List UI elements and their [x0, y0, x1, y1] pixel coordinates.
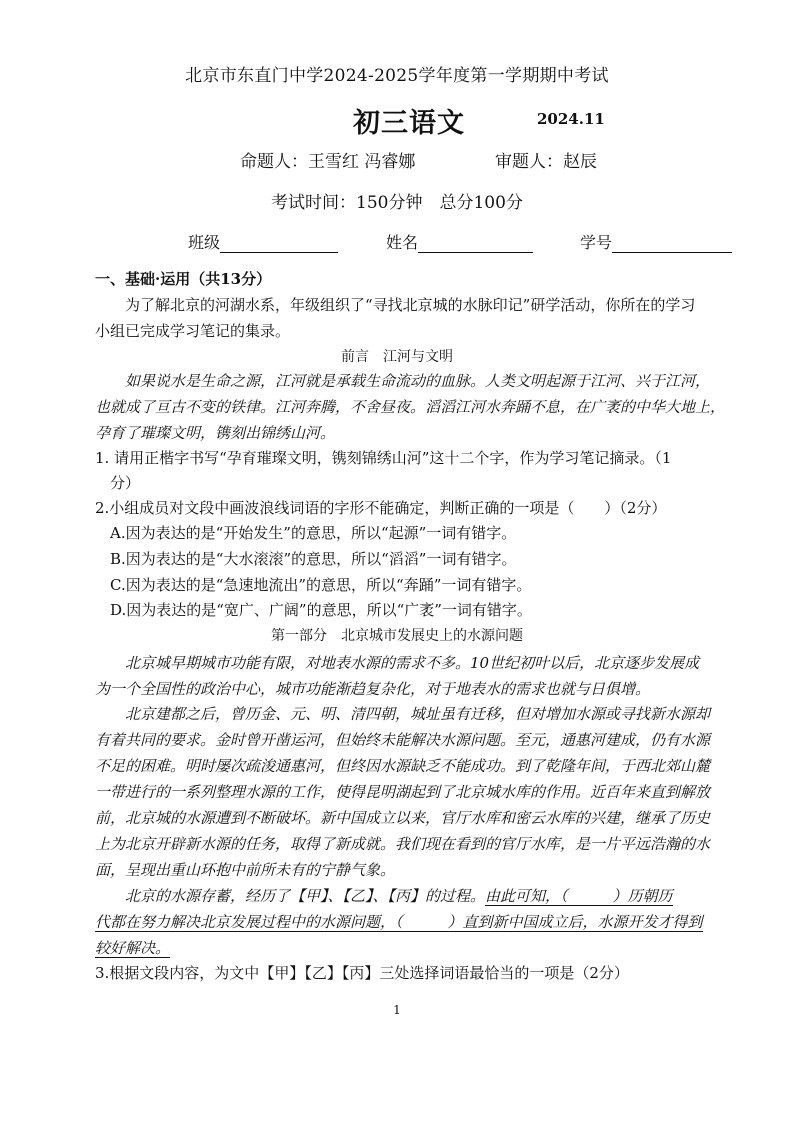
- question-3-stem: 3.根据文段内容，为文中【甲】【乙】【丙】三处选择词语最恰当的一项是（2分）: [95, 964, 629, 982]
- section-heading: 一、基础·运用（共13分）: [95, 270, 272, 288]
- question-1-line-2: 分）: [110, 474, 141, 492]
- question-2-option-b[interactable]: B.因为表达的是“大水滚滚”的意思，所以“滔滔”一词有错字。: [110, 550, 517, 568]
- question-reviewer: 审题人：赵辰: [495, 152, 597, 172]
- paragraph-2-line-2: 有着共同的要求。金时曾开凿运河，但始终未能解决水源问题。至元，通惠河建成，仍有水源: [95, 731, 711, 749]
- question-authors: 命题人：王雪红 冯睿娜: [240, 152, 416, 172]
- question-2-option-d[interactable]: D.因为表达的是“宽广、广阔”的意思，所以“广袤”一词有错字。: [110, 601, 532, 619]
- class-label: 班级: [188, 233, 221, 252]
- paragraph-3-line-2-underlined: 代都在努力解决北京发展过程中的水源问题，（ ）直到新中国成立后，水源开发才得到: [95, 913, 703, 931]
- paragraph-3-line-1-start: 北京的水源存蓄，经历了【甲】、【乙】、【丙】的过程。: [125, 887, 486, 905]
- student-id-blank[interactable]: [612, 236, 732, 253]
- paragraph-3-line-2: [95, 911, 703, 932]
- intro-line-2: 小组已完成学习笔记的集录。: [95, 322, 291, 340]
- name-label: 姓名: [386, 233, 419, 252]
- class-field[interactable]: [188, 230, 338, 253]
- preface-line-2: 也就成了亘古不变的铁律。江河奔腾，不舍昼夜。滔滔江河水奔踊不息，在广袤的中华大地上，: [95, 398, 726, 416]
- question-2-stem: 2.小组成员对文段中画波浪线词语的字形不能确定，判断正确的一项是（ ）（2分）: [95, 499, 667, 517]
- paragraph-2-line-6: 上为北京开辟新水源的任务，取得了新成就。我们现在看到的官厅水库，是一片平远浩瀚的水: [95, 835, 711, 853]
- name-blank[interactable]: [418, 236, 533, 253]
- paragraph-2-line-5: 前，北京城的水源遭到不断破坏。新中国成立以来，官厅水库和密云水库的兴建，继承了历史: [95, 809, 711, 827]
- exam-date: 2024.11: [537, 110, 605, 128]
- paragraph-2-line-3: 不足的困难。明时屡次疏浚通惠河，但终因水源缺乏不能成功。到了乾隆年间，于西北郊山麓: [95, 757, 711, 775]
- paragraph-3-line-3: [95, 937, 170, 958]
- preface-title: 前言 江河与文明: [341, 349, 453, 365]
- paragraph-2-line-1: 北京建都之后，曾历金、元、明、清四朝，城址虽有迁移，但对增加水源或寻找新水源却: [125, 705, 711, 723]
- question-2-option-a[interactable]: A.因为表达的是“开始发生”的意思，所以“起源”一词有错字。: [110, 524, 517, 542]
- question-2-option-c[interactable]: C.因为表达的是“急速地流出”的意思，所以“奔踊”一词有错字。: [110, 576, 532, 594]
- class-blank[interactable]: [220, 236, 338, 253]
- student-id-field[interactable]: [580, 230, 732, 253]
- preface-line-1: 如果说水是生命之源，江河就是承载生命流动的血脉。人类文明起源于江河、兴于江河，: [125, 372, 711, 390]
- paragraph-1-line-2: 为一个全国性的政治中心，城市功能渐趋复杂化，对于地表水的需求也就与日俱增。: [95, 680, 651, 698]
- paragraph-2-line-4: 一带进行的一系列整理水源的工作，使得昆明湖起到了北京城水库的作用。近百年来直到解放: [95, 783, 711, 801]
- paragraph-3-line-1: [125, 885, 673, 906]
- student-id-label: 学号: [580, 233, 613, 252]
- preface-line-3: 孕育了璀璨文明，镌刻出锦绣山河。: [95, 424, 336, 442]
- page-number: 1: [393, 1003, 401, 1017]
- paragraph-3-line-3-underlined: 较好解决。: [95, 939, 171, 957]
- subject-title: 初三语文: [353, 108, 465, 139]
- school-exam-title: 北京市东直门中学2024-2025学年度第一学期期中考试: [185, 66, 609, 86]
- paragraph-3-line-1-underlined: 由此可知，（ ）历朝历: [485, 887, 673, 905]
- paragraph-1-line-1: 北京城早期城市功能有限，对地表水源的需求不多。10世纪初叶以后，北京逐步发展成: [125, 654, 700, 672]
- intro-line-1: 为了解北京的河湖水系，年级组织了“寻找北京城的水脉印记”研学活动，你所在的学习: [125, 296, 696, 314]
- exam-time-score: 考试时间：150分钟 总分100分: [271, 193, 523, 213]
- paragraph-2-line-7: 面，呈现出重山环抱中前所未有的宁静气象。: [95, 861, 396, 879]
- part-1-title: 第一部分 北京城市发展史上的水源问题: [271, 628, 523, 644]
- name-field[interactable]: [386, 230, 533, 253]
- question-1-line-1: 1. 请用正楷字书写“孕育璀璨文明，镌刻锦绣山河”这十二个字，作为学习笔记摘录。（1: [95, 449, 672, 467]
